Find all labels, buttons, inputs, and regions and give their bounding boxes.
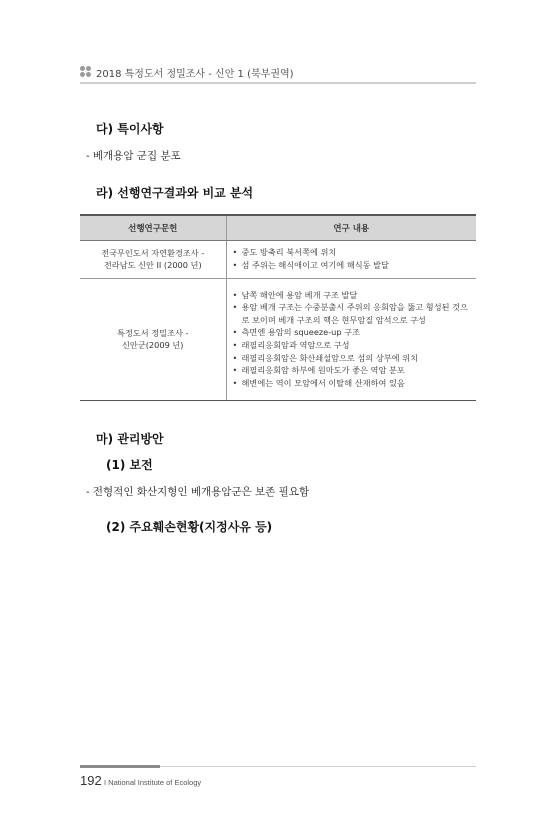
column-header-source: 선행연구문헌 (80, 215, 226, 240)
running-header (80, 64, 476, 80)
subheading-conservation: (1) 보전 (106, 458, 153, 472)
header-rule (80, 82, 476, 84)
list-item: • 섬 주위는 해식애이고 여기에 해식동 발달 (233, 259, 471, 272)
subheading-damage-status: (2) 주요훼손현황(지정사유 등) (106, 520, 273, 534)
table-row (80, 278, 476, 400)
page-number: 192 (80, 773, 102, 788)
content-cell (226, 240, 476, 278)
prior-research-table (80, 214, 476, 401)
header-title: 2018 특정도서 정밀조사 - 신안 1 (북부권역) (96, 69, 294, 80)
column-header-content: 연구 내용 (226, 215, 476, 240)
list-item: • 래필리응회암 하부에 원마도가 좋은 역암 분포 (233, 364, 471, 377)
conservation-text: - 전형적인 화산지형인 베개용암군은 보존 필요함 (86, 486, 310, 498)
source-line: 전라남도 신안 II (2000 년) (103, 260, 202, 270)
source-cell (80, 278, 226, 400)
source-line: 특정도서 정밀조사 - (117, 327, 189, 338)
source-cell (80, 240, 226, 278)
list-item: • 해변에는 역이 모암에서 이탈해 산재하여 있음 (233, 377, 471, 390)
list-item: • 측면엔 용암의 squeeze-up 구조 (233, 326, 471, 339)
table-header-row (80, 215, 476, 240)
section-heading-prior: 라) 선행연구결과와 비교 분석 (96, 186, 254, 200)
special-text: - 베개용암 군집 분포 (86, 150, 181, 162)
footer-rule (160, 766, 476, 767)
section-heading-management: 마) 관리방안 (96, 432, 164, 446)
list-item: • 래필리응회암과 역암으로 구성 (233, 339, 471, 352)
source-line: 신안군(2009 년) (122, 340, 184, 350)
publisher-label: I National Institute of Ecology (104, 778, 202, 787)
footer-rule-accent (80, 765, 160, 768)
list-item: • 중도 방축리 북서쪽에 위치 (233, 246, 471, 259)
list-item: • 래필리응회암은 화산쇄설암으로 섬의 상부에 위치 (233, 352, 471, 365)
content-cell (226, 278, 476, 400)
source-line: 전국무인도서 자연환경조사 - (101, 247, 205, 258)
list-item: • 남쪽 해안에 용암 베개 구조 발달 (233, 289, 471, 302)
list-item: • 용암 베개 구조는 수중분출시 주위의 응회암을 뚫고 형성된 것으로 보이며 베개 구조의 핵은 현무암질 암석으로 구성 (233, 301, 471, 326)
bullet-dots-icon (80, 66, 92, 78)
section-heading-special: 다) 특이사항 (96, 122, 164, 136)
table-row (80, 240, 476, 278)
